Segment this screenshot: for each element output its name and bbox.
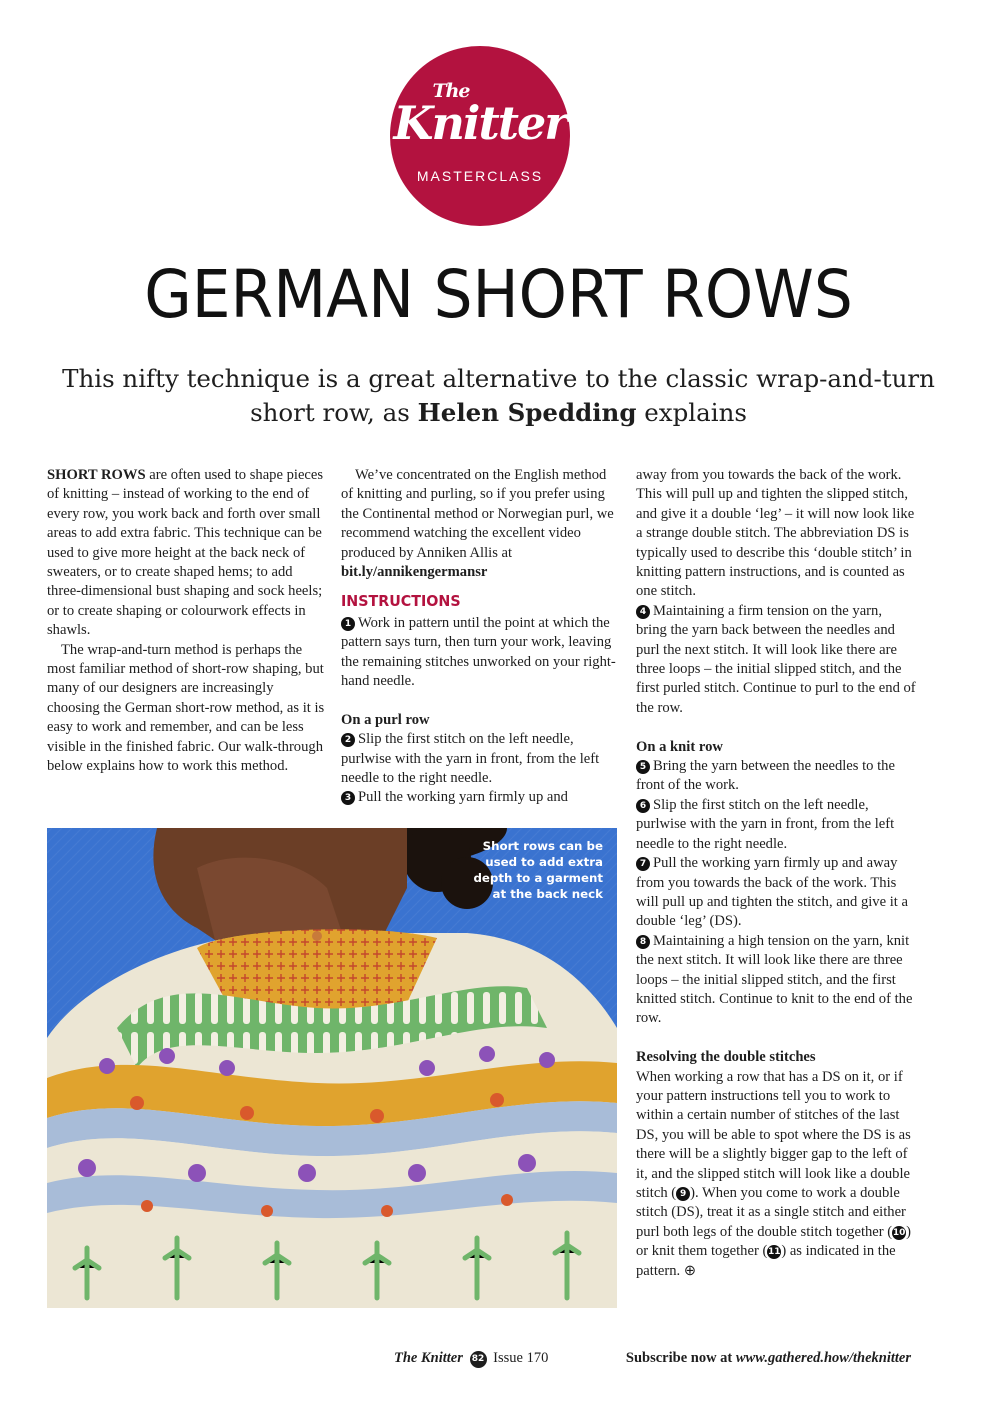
step-5-text: Bring the yarn between the needles to the front of the work.	[636, 758, 895, 794]
step-3	[341, 788, 619, 807]
step-number-7: 7	[636, 857, 650, 871]
intro-paragraph-2: The wrap-and-turn method is perhaps the most familiar method of short-row shaping, but many of our designers are increasingly choosing the German short-row method, as it is easy to work and remember, and can be less visible in the finished fabric. Our walk-through below explains how to work this method.	[47, 641, 325, 775]
step-number-1: 1	[341, 617, 355, 631]
intro-paragraph-1	[47, 466, 325, 641]
sweater-photo	[47, 828, 617, 1308]
masterclass-logo	[390, 46, 570, 226]
ref-10: 10	[892, 1227, 906, 1238]
column-2	[341, 466, 619, 808]
step-3-text: Pull the working yarn firmly up and	[358, 789, 568, 806]
end-mark-icon: ⊕	[683, 1262, 697, 1279]
standfirst-text: This nifty technique is a great alternative to the classic wrap-and-turn short row, as	[62, 364, 935, 427]
step-6	[636, 796, 916, 854]
step-7	[636, 854, 916, 932]
step-8	[636, 932, 916, 1029]
resolve-text-c: ) or knit them together (	[636, 1223, 912, 1260]
footer-magazine	[394, 1350, 548, 1368]
footer-magazine-name: The Knitter	[394, 1350, 463, 1366]
purl-row-heading: On a purl row	[341, 711, 430, 728]
subscribe-text: Subscribe now at	[625, 1350, 733, 1366]
instructions-heading: INSTRUCTIONS	[341, 592, 461, 611]
photo-caption: Short rows can be used to add extra depth to a garment at the back neck	[473, 839, 603, 901]
step-number-2: 2	[341, 733, 355, 747]
step-4	[636, 602, 916, 718]
step-number-5: 5	[636, 760, 650, 774]
knit-row-heading: On a knit row	[636, 738, 723, 755]
intro-p1-text: are often used to shape pieces of knitting – instead of working to the end of every row, you work back and forth over small areas to add extra fabric. This technique can be used to give more height at the back neck of sweaters, or to create shaped hems; to add three-dimensional bust shaping and sock heels; or to create shaping or colourwork effects in shawls.	[47, 467, 324, 639]
subscribe-url[interactable]: www.gathered.how/theknitter	[735, 1350, 911, 1366]
step-1-text: Work in pattern until the point at which the pattern says turn, then turn your work, leaving the remaining stitches unworked on your right-hand needle.	[341, 614, 616, 690]
column-1	[47, 466, 325, 777]
ref-9: 9	[676, 1187, 690, 1201]
step-7-text: Pull the working yarn firmly up and away from you towards the back of the work. This will pull up and tighten the stitch, and give it a double ‘leg’ (DS).	[636, 855, 908, 930]
resolve-text-d: ) as indicated in the pattern.	[636, 1243, 896, 1279]
footer-subscribe	[626, 1350, 911, 1367]
logo-subtitle: MASTERCLASS	[416, 168, 544, 184]
author-name: Helen Spedding	[417, 398, 637, 427]
step-5	[636, 757, 916, 796]
step-number-4: 4	[636, 605, 650, 619]
step-6-text: Slip the first stitch on the left needle, purlwise with the yarn in front, from the left needle to the right needle.	[636, 796, 895, 852]
step-number-8: 8	[636, 935, 650, 949]
step-2	[341, 730, 619, 788]
standfirst	[60, 362, 937, 430]
footer-issue: Issue 170	[493, 1350, 549, 1366]
logo-name: Knitter	[393, 96, 567, 150]
page-title: GERMAN SHORT ROWS	[144, 256, 853, 333]
column-3-content	[636, 466, 916, 1281]
page-number: 82	[470, 1351, 487, 1368]
intro-lead: SHORT ROWS	[47, 467, 146, 483]
resolving-paragraph	[636, 1068, 916, 1281]
intro-p3-text: We’ve concentrated on the English method of knitting and purling, so if you prefer using the Continental method or Norwegian purl, we recommend watching the excellent video produced by Anniken Allis at	[341, 467, 614, 561]
resolving-heading: Resolving the double stitches	[636, 1049, 816, 1066]
resolve-text-b: ). When you come to work a double stitch (DS), treat it as a single stitch and either purl both legs of the double stitch together (	[636, 1185, 906, 1240]
ref-11: 11	[768, 1247, 781, 1258]
logo-the: The	[432, 80, 470, 102]
step-4-text: Maintaining a firm tension on the yarn, bring the yarn back between the needles and purl the next stitch. It will look like there are three loops – the initial slipped stitch, and the first purled stitch. Continue to purl to the end of the row.	[636, 602, 916, 716]
resolve-text-a: When working a row that has a DS on it, or if your pattern instructions tell you to work to within a certain number of stitches of the last DS, you will be able to spot where the DS is as there will be a slightly bigger gap to the left of it, and the slipped stitch will look like a double stitch (	[636, 1068, 911, 1201]
intro-paragraph-3	[341, 466, 619, 582]
step-number-6: 6	[636, 799, 650, 813]
step-number-3: 3	[341, 791, 355, 805]
standfirst-tail: explains	[644, 398, 747, 427]
step-1	[341, 614, 619, 692]
step-8-text: Maintaining a high tension on the yarn, knit the next stitch. It will look like there are three loops – the initial slipped stitch, and the first knitted stitch. Continue to knit to the end of the row.	[636, 932, 913, 1027]
step-2-text: Slip the first stitch on the left needle, purlwise with the yarn in front, from the left needle to the right needle.	[341, 731, 600, 787]
video-link[interactable]: bit.ly/annikengermansr	[341, 564, 488, 581]
step-3-continued: away from you towards the back of the work. This will pull up and tighten the slipped stitch, and give it a double ‘leg’ – it will now look like a strange double stitch. The abbreviation DS is typically used to describe this ‘double stitch’ in knitting pattern instructions, and is counted as one stitch.	[636, 467, 915, 600]
